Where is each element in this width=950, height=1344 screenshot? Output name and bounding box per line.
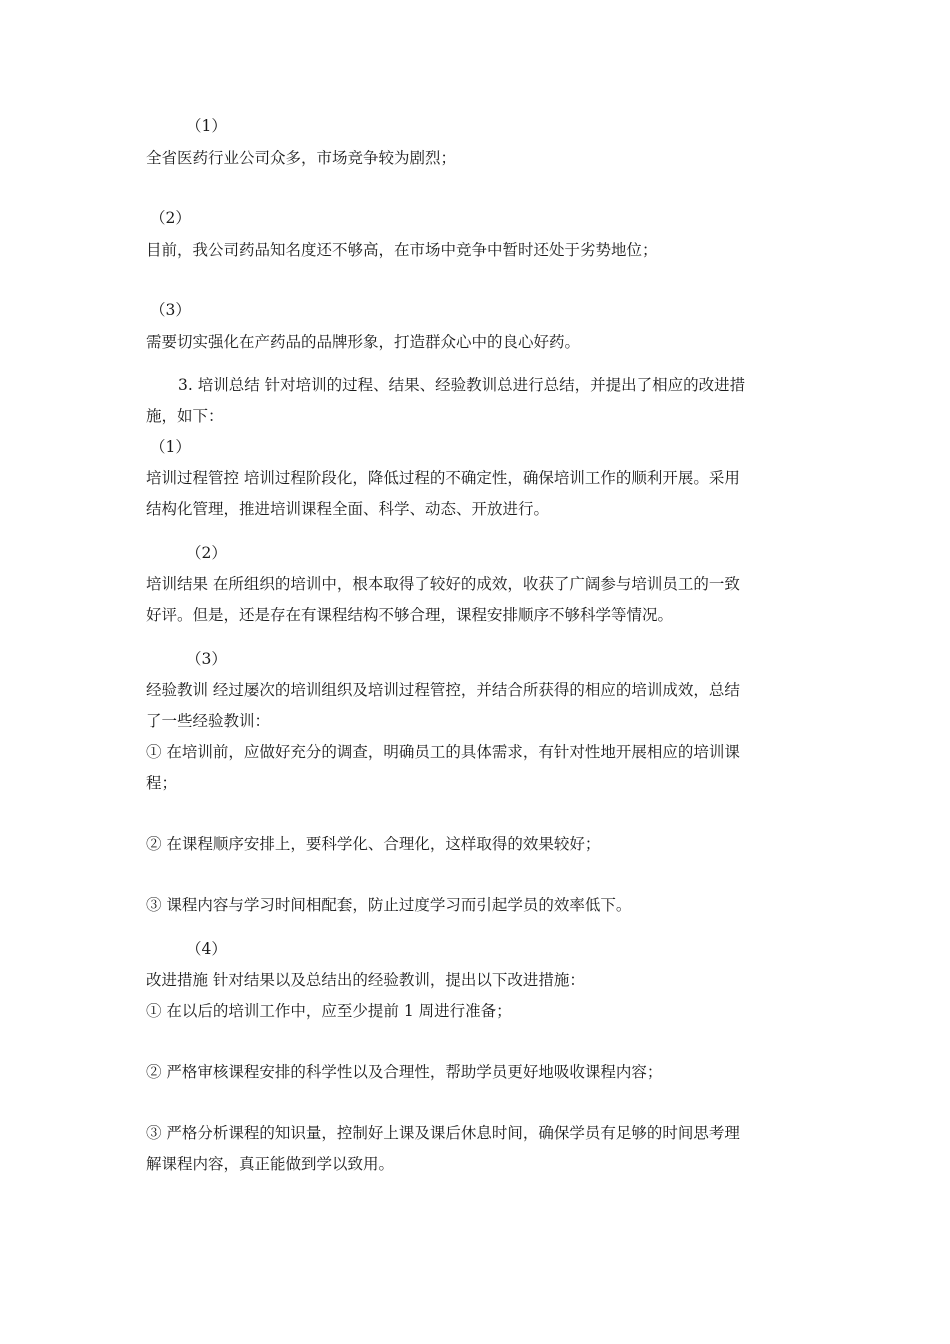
- list-item-continuation: 解课程内容，真正能做到学以致用。: [146, 1155, 395, 1173]
- paragraph-line: 好评。但是，还是存在有课程结构不够合理，课程安排顺序不够科学等情况。: [146, 606, 674, 624]
- item-number-1: （1）: [186, 117, 227, 135]
- paragraph-line: 培训结果 在所组织的培训中，根本取得了较好的成效，收获了广阔参与培训员工的一致: [146, 575, 740, 593]
- item-number-2: （2）: [150, 209, 191, 227]
- list-item: ① 在培训前，应做好充分的调查，明确员工的具体需求，有针对性地开展相应的培训课: [146, 743, 740, 761]
- item-number-4: （4）: [186, 940, 227, 958]
- paragraph-line: 全省医药行业公司众多，市场竞争较为剧烈；: [146, 149, 457, 167]
- list-item: ② 在课程顺序安排上，要科学化、合理化，这样取得的效果较好；: [146, 835, 601, 853]
- paragraph-line: 改进措施 针对结果以及总结出的经验教训，提出以下改进措施：: [146, 971, 585, 989]
- paragraph-line: 需要切实强化在产药品的品牌形象，打造群众心中的良心好药。: [146, 333, 581, 351]
- list-item-continuation: 程；: [146, 774, 178, 792]
- list-item: ③ 课程内容与学习时间相配套，防止过度学习而引起学员的效率低下。: [146, 896, 632, 914]
- paragraph-line: 了一些经验教训：: [146, 712, 271, 730]
- section-heading-training-summary: 3. 培训总结 针对培训的过程、结果、经验教训总进行总结，并提出了相应的改进措: [178, 376, 746, 394]
- item-number-1: （1）: [150, 438, 191, 456]
- item-number-2: （2）: [186, 544, 227, 562]
- item-number-3: （3）: [186, 650, 227, 668]
- paragraph-line: 经验教训 经过屡次的培训组织及培训过程管控，并结合所获得的相应的培训成效，总结: [146, 681, 740, 699]
- item-number-3: （3）: [150, 301, 191, 319]
- paragraph-line: 培训过程管控 培训过程阶段化，降低过程的不确定性，确保培训工作的顺利开展。采用: [146, 469, 740, 487]
- paragraph-line: 目前，我公司药品知名度还不够高，在市场中竞争中暂时还处于劣势地位；: [146, 241, 658, 259]
- list-item: ③ 严格分析课程的知识量，控制好上课及课后休息时间，确保学员有足够的时间思考理: [146, 1124, 740, 1142]
- paragraph-line: 施，如下：: [146, 407, 224, 425]
- list-item: ① 在以后的培训工作中，应至少提前 1 周进行准备；: [146, 1002, 512, 1020]
- list-item: ② 严格审核课程安排的科学性以及合理性，帮助学员更好地吸收课程内容；: [146, 1063, 663, 1081]
- paragraph-line: 结构化管理，推进培训课程全面、科学、动态、开放进行。: [146, 500, 550, 518]
